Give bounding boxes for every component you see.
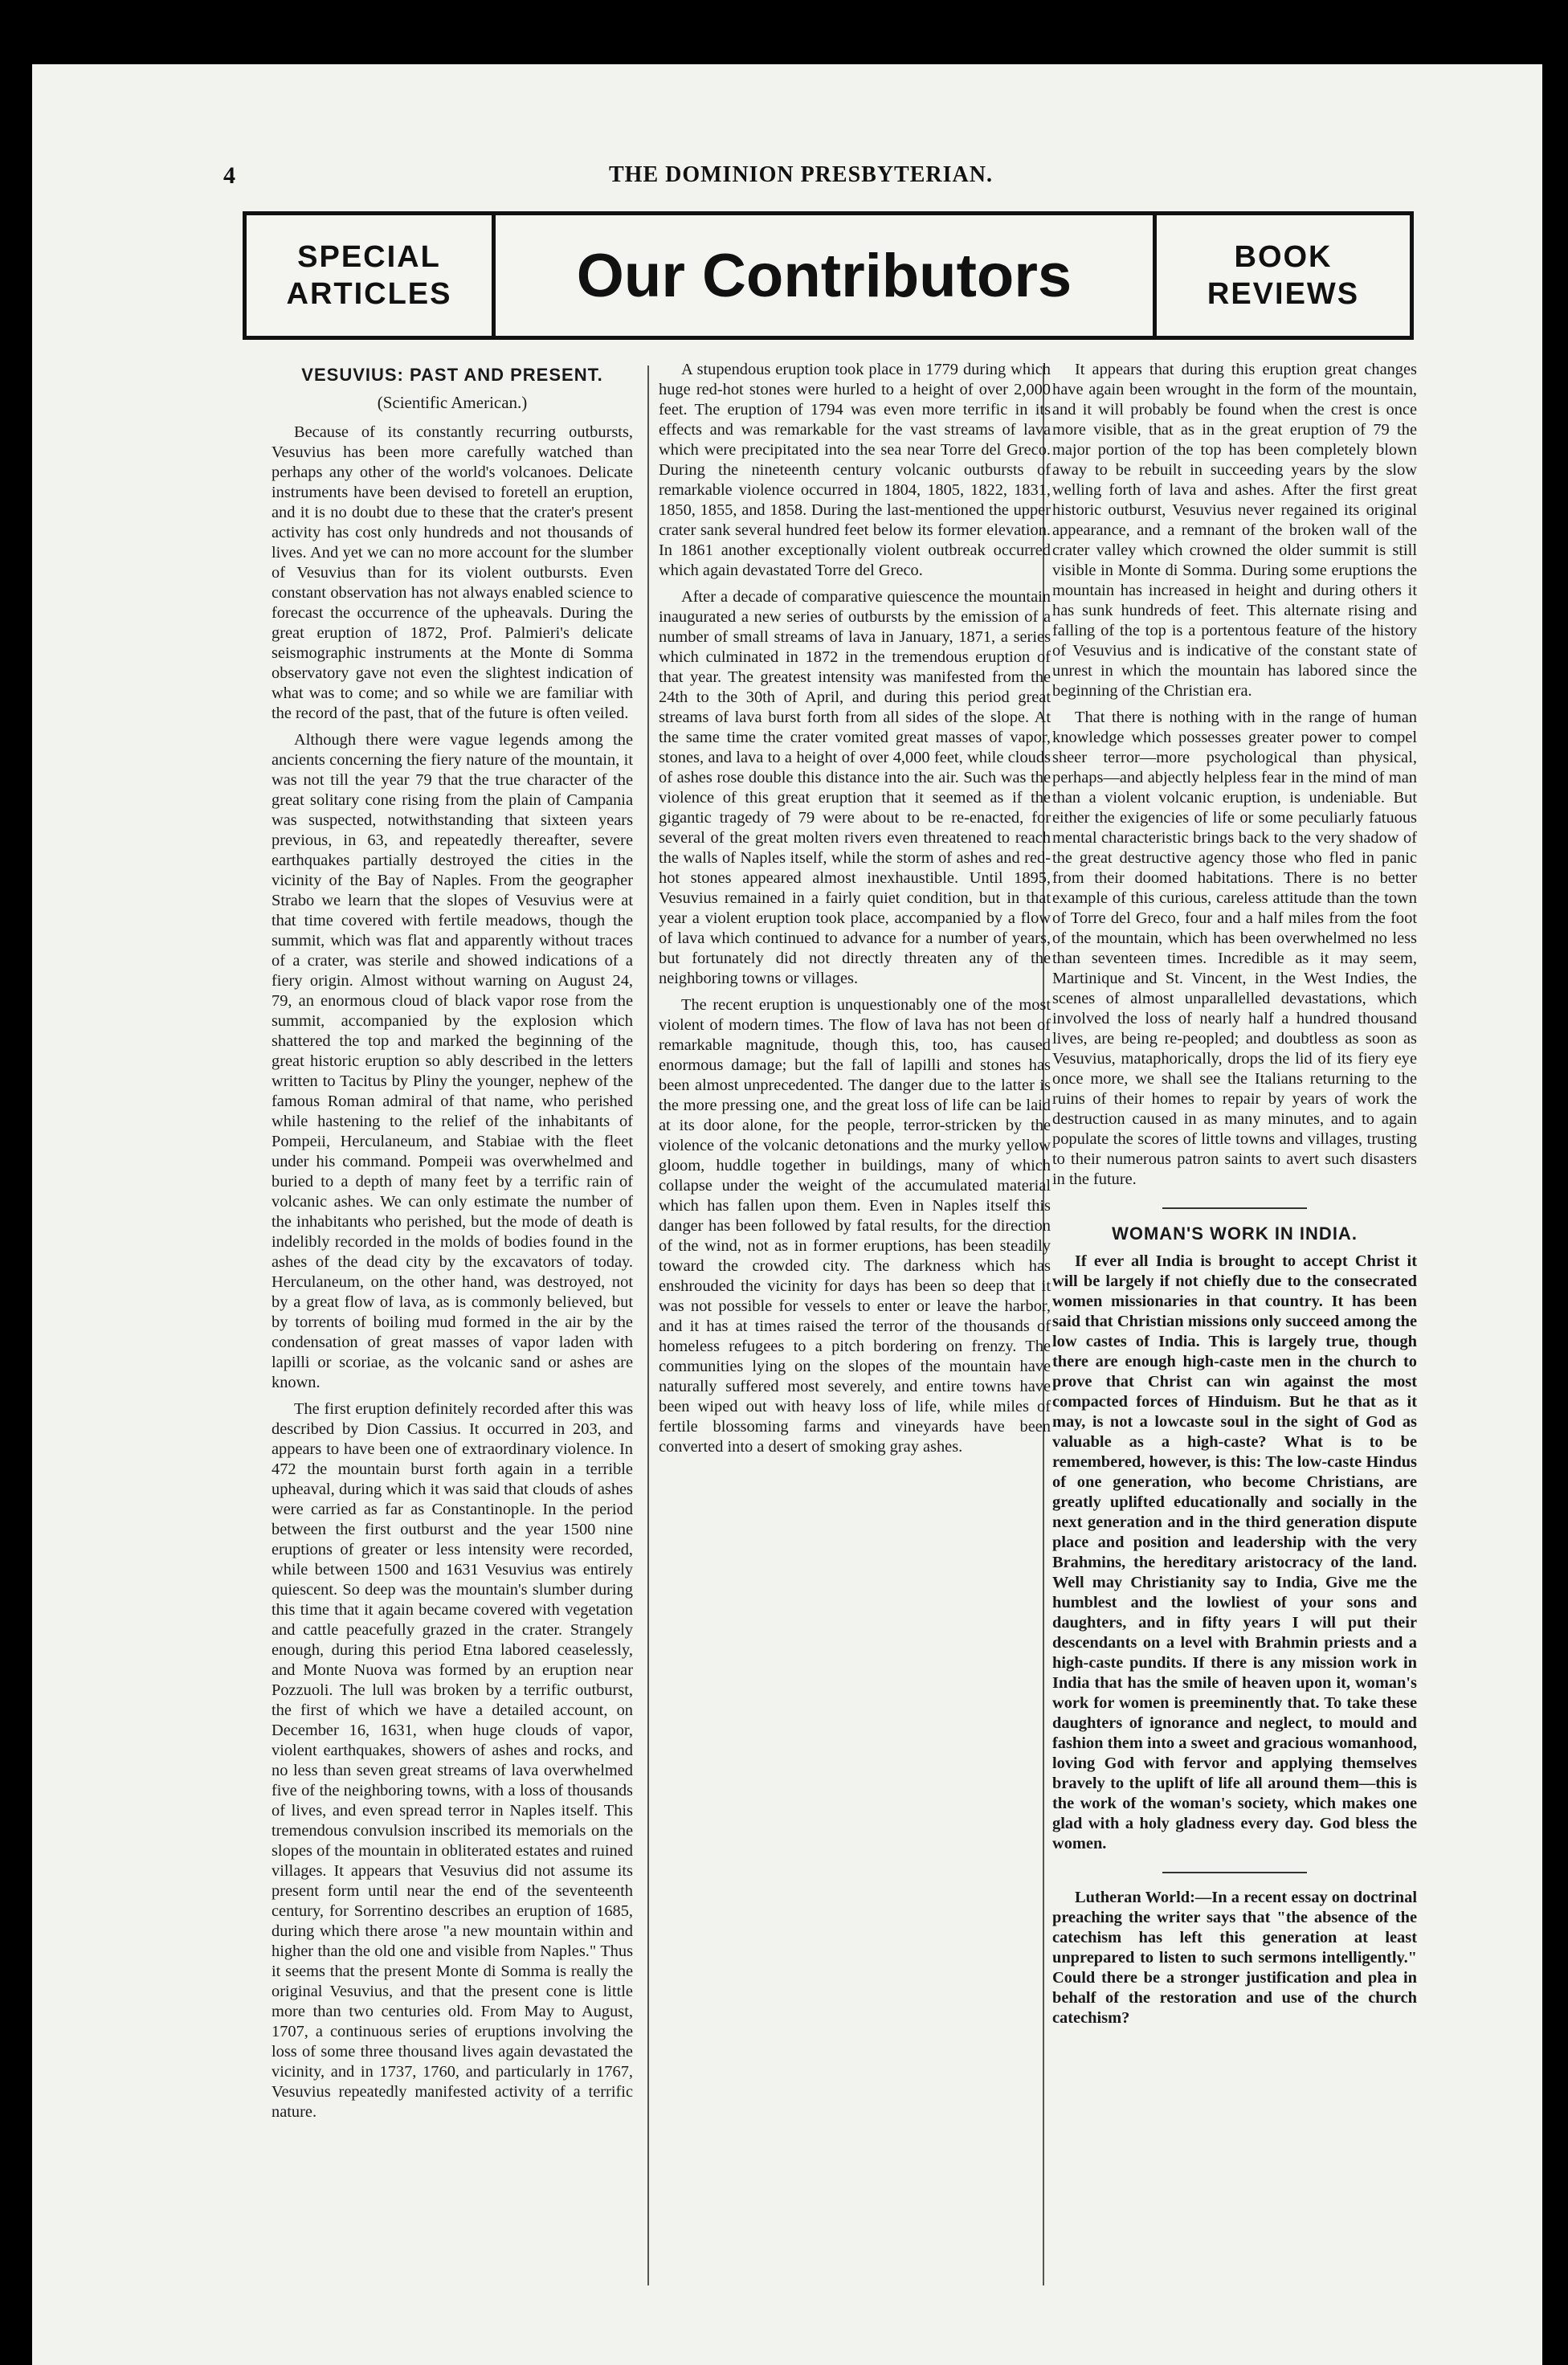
article-title: WOMAN'S WORK IN INDIA. xyxy=(1112,1223,1358,1244)
article-paragraph: A stupendous eruption took place in 1779 during which huge red-hot stones were hurled to a height of over 2,000 feet. The eruption of 1794 was even more terrific in its effects and was remarkable for the vast streams of lava which were precipitated into the sea near Torre del Greco. During the nineteenth century volcanic outbursts of remarkable violence occurred in 1804, 1805, 1822, 1831, 1850, 1855, and 1858. During the last-mentioned the upper crater sank several hundred feet below its former elevation. In 1861 another exceptionally violent outbreak occurred which again devastated Torre del Greco. xyxy=(659,361,1051,579)
scan-border xyxy=(32,8,1542,64)
column-2 xyxy=(659,360,1051,2296)
article-paragraph: Lutheran World:—In a recent essay on doctrinal preaching the writer says that "the absence of the catechism has left this generation at least unprepared to listen to such sermons intelligently." Could there be a stronger justification and plea in behalf of the restoration and use of the church catechism? xyxy=(1052,1889,1417,2027)
masthead-left-line1: SPECIAL xyxy=(297,240,441,274)
column-3 xyxy=(1052,360,1417,2296)
masthead-right-line1: BOOK xyxy=(1234,240,1333,274)
article-paragraph: Because of its constantly recurring outbursts, Vesuvius has been more carefully watched than perhaps any other of the world's volcanoes. Delicate instruments have been devised to foretell an eruption, and it is no doubt due to these that the crater's present activity has cost only hundreds and not thousands of lives. And yet we can no more account for the slumber of Vesuvius than for its violent outbursts. Even constant observation has not always enabled science to forecast the occurrence of the upheavals. During the great eruption of 1872, Prof. Palmieri's delicate seismographic instruments at the Monte di Somma observatory gave not even the slightest indication of what was to come; and so while we are familiar with the record of the past, that of the future is often veiled. xyxy=(272,423,633,722)
article-title: VESUVIUS: PAST AND PRESENT. xyxy=(301,365,603,385)
masthead-special-articles xyxy=(247,215,496,336)
masthead-left-line2: ARTICLES xyxy=(286,277,452,311)
page-number: 4 xyxy=(223,162,235,189)
column-divider xyxy=(647,366,649,2285)
article-paragraph: The first eruption definitely recorded after this was described by Dion Cassius. It occurred in 203, and appears to have been one of extraordinary violence. In 472 the mountain burst forth again in a terrible upheaval, during which it was said that clouds of ashes were carried as far as Constantinople. In the period between the first outburst and the year 1500 nine eruptions of greater or less intensity were recorded, while between 1500 and 1631 Vesuvius was entirely quiescent. So deep was the mountain's slumber during this time that it again became covered with vegetation and cattle peacefully grazed in the crater. Strangely enough, during this period Etna labored ceaselessly, and Monte Nuova was formed by an eruption near Pozzuoli. The lull was broken by a terrific outburst, the first of which we have a detailed account, on December 16, 1631, when huge clouds of vapor, violent earthquakes, showers of ashes and rocks, and no less than seven great streams of lava overwhelmed five of the neighboring towns, with a loss of thousands of lives, and even spread terror in Naples itself. This tremendous convulsion inscribed its memorials on the slopes of the mountain in obliterated estates and ruined villages. It appears that Vesuvius did not assume its present form until near the end of the seventeenth century, for Sorrentino describes an eruption of 1685, during which there arose "a new mountain within and higher than the old one and visible from Naples." Thus it seems that the present Monte di Somma is really the original Vesuvius, and that the present cone is little more than two centuries old. From May to August, 1707, a continuous series of eruptions involving the loss of some three thousand lives again devastated the vicinity, and in 1737, 1760, and particularly in 1767, Vesuvius repeatedly manifested activity of a terrific nature. xyxy=(272,1400,633,2121)
section-masthead xyxy=(243,211,1414,340)
masthead-title: Our Contributors xyxy=(576,241,1072,310)
article-separator xyxy=(1162,1207,1307,1209)
article-paragraph: Although there were vague legends among the ancients concerning the fiery nature of the mountain, it was not till the year 79 that the true character of the great solitary cone rising from the plain of Campania was suspected, notwithstanding that sixteen years previous, in 63, and repeatedly thereafter, severe earthquakes partially destroyed the cities in the vicinity of the Bay of Naples. From the geographer Strabo we learn that the slopes of Vesuvius were at that time covered with fertile meadows, though the summit, which was flat and apparently without traces of a crater, was sterile and showed indications of a fiery origin. Almost without warning on August 24, 79, an enormous cloud of black vapor rose from the summit, accompanied by the explosion which shattered the top and marked the beginning of the great historic eruption so ably described in the letters written to Tacitus by Pliny the younger, nephew of the famous Roman admiral of that name, who perished while hastening to the relief of the inhabitants of Pompeii, Herculaneum, and Stabiae with the fleet under his command. Pompeii was overwhelmed and buried to a depth of many feet by a terrific rain of volcanic ashes. We can only estimate the number of the inhabitants who perished, but the mode of death is indelibly recorded in the molds of bodies found in the ashes of the dead city by the excavators of today. Herculaneum, on the other hand, was destroyed, not by a great flow of lava, as is commonly believed, but by torrents of boiling mud formed in the air by the condensation of great masses of vapor laden with lapilli or scoriae, as the volcanic sand or ashes are known. xyxy=(272,731,633,1391)
article-paragraph: If ever all India is brought to accept Christ it will be largely if not chiefly due to the consecrated women missionaries in that country. It has been said that Christian missions only succeed among the low castes of India. This is largely true, though there are enough high-caste men in the church to prove that Christ can win against the most compacted forces of Hinduism. But he that as it may, is not a lowcaste soul in the sight of God as valuable as a high-caste? What is to be remembered, however, is this: The low-caste Hindus of one generation, who become Christians, are greatly uplifted educationally and socially in the next generation and in the third generation dispute place and position and leadership with the very Brahmins, the hereditary aristocracy of the land. Well may Christianity say to India, Give me the humblest and the lowliest of your sons and daughters, and in fifty years I will put their descendants on a level with Brahmin priests and a high-caste pundits. If there is any mission work in India that has the smile of heaven upon it, woman's work for women is preeminently that. To take these daughters of ignorance and neglect, to mould and fashion them into a sweet and gracious womanhood, loving God with fervor and applying themselves bravely to the uplift of life all around them—this is the work of the woman's society, which makes one glad with a holy gladness every day. God bless the women. xyxy=(1052,1252,1417,1852)
column-1 xyxy=(272,360,633,2296)
masthead-book-reviews xyxy=(1153,215,1410,336)
article-separator xyxy=(1162,1872,1307,1873)
article-paragraph: The recent eruption is unquestionably one of the most violent of modern times. The flow of lava has not been of remarkable magnitude, though this, too, has caused enormous damage; but the fall of lapilli and stones has been almost unprecedented. The danger due to the latter is the more pressing one, and the great loss of life can be laid at its door alone, for the people, terror-stricken by the violence of the volcanic detonations and the murky yellow gloom, huddle together in buildings, many of which collapse under the weight of the accumulated material which has fallen upon them. Even in Naples itself this danger has been followed by fatal results, for the direction of the wind, not as in former eruptions, has been steadily toward the crowded city. The darkness which has enshrouded the vicinity for days has been so deep that it was not possible for vessels to enter or leave the harbor, and it has at times raised the terror of the thousands of homeless refugees to a pitch bordering on frenzy. The communities lying on the slopes of the mountain have naturally suffered most severely, and entire towns have been wiped out with heavy loss of life, while miles of fertile blossoming farms and vineyards have been converted into a desert of smoking gray ashes. xyxy=(659,996,1051,1456)
article-paragraph: After a decade of comparative quiescence the mountain inaugurated a new series of outbursts by the emission of a number of small streams of lava in January, 1871, a series which culminated in 1872 in the tremendous eruption of that year. The greatest intensity was manifested from the 24th to the 30th of April, and during this period great streams of lava burst forth from all sides of the slope. At the same time the crater vomited great masses of vapor, stones, and lava to a height of over 4,000 feet, while clouds of ashes rose double this distance into the air. Such was the violence of this great eruption that it seemed as if the gigantic tragedy of 79 were about to be re-enacted, for several of the great molten rivers even threatened to reach the walls of Naples itself, while the storm of ashes and red-hot stones appeared almost inexhaustible. Until 1895, Vesuvius remained in a fairly quiet condition, but in that year a violent eruption took place, accompanied by a flow of lava which continued to advance for a number of years, but fortunately did not directly threaten any of the neighboring towns or villages. xyxy=(659,588,1051,987)
publication-title: THE DOMINION PRESBYTERIAN. xyxy=(609,162,993,187)
article-paragraph: It appears that during this eruption great changes have again been wrought in the form of the mountain, and it will probably be found when the crest is once more visible, that as in the great eruption of 79 the major portion of the top has been completely blown away to be rebuilt in succeeding years by the slow welling forth of lava and ashes. After the first great historic outburst, Vesuvius never regained its original appearance, and a remnant of the broken wall of the crater valley which crowned the older summit is still visible in Monte di Somma. During some eruptions the mountain has increased in height and during others it has sunk hundreds of feet. This alternate rising and falling of the top is a portentous feature of the history of Vesuvius and is indicative of the constant state of unrest in which the mountain has labored since the beginning of the Christian era. xyxy=(1052,361,1417,700)
running-head xyxy=(223,162,1428,194)
article-paragraph: That there is nothing with in the range of human knowledge which possesses greater power to compel sheer terror—more psychological than physical, perhaps—and abjectly helpless fear in the mind of man than a violent volcanic eruption, is undeniable. But either the exigencies of life or some peculiarly fatuous mental characteristic brings back to the very shadow of the great destructive agency those who fled in panic from their doomed habitations. There is no better example of this curious, careless attitude than the town of Torre del Greco, four and a half miles from the foot of the mountain, which has been overwhelmed no less than seventeen times. Incredible as it may seem, Martinique and St. Vincent, in the West Indies, the scenes of almost unparallelled devastations, which involved the loss of nearly half a hundred thousand lives, are being re-peopled; and doubtless as soon as Vesuvius, mataphorically, drops the lid of its fiery eye once more, we shall see the Italians returning to the ruins of their homes to repair by years of work the destruction caused in as many minutes, and to again populate the scores of little towns and villages, trusting to their numerous patron saints to avert such disasters in the future. xyxy=(1052,709,1417,1188)
masthead-right-line2: REVIEWS xyxy=(1207,277,1360,311)
article-source: (Scientific American.) xyxy=(377,393,528,412)
newspaper-page xyxy=(32,8,1542,2365)
